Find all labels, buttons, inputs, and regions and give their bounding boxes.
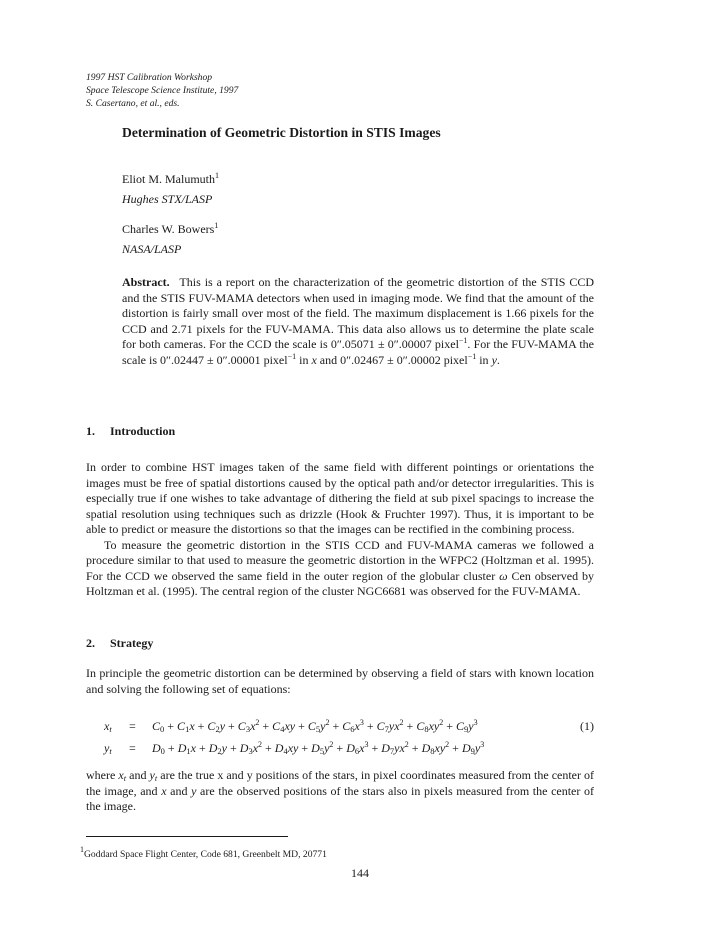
footnote-mark: 1 — [80, 845, 84, 854]
author-2 — [122, 222, 218, 237]
footnote-text: Goddard Space Flight Center, Code 681, Greenbelt MD, 20771 — [84, 849, 327, 860]
equation-number: (1) — [580, 719, 594, 733]
strategy-paragraph-1: In principle the geometric distortion can be determined by observing a field of stars with known location and solving the following set of equations: — [86, 666, 594, 696]
author-1-affiliation: Hughes STX/LASP — [122, 192, 213, 206]
equation-x-equals: = — [129, 719, 136, 733]
author-1 — [122, 172, 219, 187]
abstract: Abstract. This is a report on the characterization of the geometric distortion of the STIS CCD and the STIS FUV-MAMA detectors when used in imaging mode. We find that the amount of the distortion is fairly small over most of the field. The maximum displacement is 1.66 pixels for the CCD and 2.71 pixels for the FUV-MAMA. This data also allows us to determine the plate scale for both cameras. For the CCD the scale is 0″.05071 ± 0″.00007 pixel$^{-1}$. For the FUV-MAMA the scale is 0″.02447 ± 0″.00001 pixel$^{-1}$ in x and 0″.02467 ± 0″.00002 pixel$^{-1}$ in y. — [122, 275, 594, 367]
ccd-scale-unit: pixel — [434, 337, 459, 351]
intro-paragraph-2: To measure the geometric distortion in the STIS CCD and FUV-MAMA cameras we followed a procedure similar to that used to measure the geometric distortion in the WFPC2 (Holtzman et al. 1995). For the CCD we observed the same field in the outer region of the globular cluster ω Cen observed by Holtzman et al. (1995). The central region of the cluster NGC6681 was observed for the FUV-MAMA. — [86, 537, 595, 598]
paper-title: Determination of Geometric Distortion in STIS Images — [122, 125, 441, 140]
footnote-rule — [86, 836, 288, 837]
omega-symbol: ω — [499, 568, 508, 583]
mama-x-scale: 0″.02447 ± 0″.00001 — [160, 352, 261, 367]
intro-paragraph-1: In order to combine HST images taken of the same field with different pointings or orientations the images must be free of spatial distortions caused by the optical path and/or detector irregularities. This is especially true if one wishes to take advantage of dithering the field at sub pixel spacings to increase the spatial resolution using techniques such as drizzle (Hook & Fruchter 1997). Thus, it is important to be able to predict or measure the distortions so that the images can be rectified in the combining process. — [86, 460, 594, 536]
equation-y-lhs: $y_t$ — [104, 741, 112, 756]
strategy-paragraph-2: where $x_t$ and $y_t$ are the true x and y positions of the stars, in pixel coordinates measured from the center of the image, and x and y are the observed positions of the stars also in pixels measured from the center of the image. — [86, 768, 595, 813]
section-heading-introduction — [86, 424, 175, 439]
equation-y-rhs: $D_0 + D_1x + D_2y + D_3x^2 + D_4xy + D_5y^2 + D_6x^3 + D_7yx^2 + D_8xy^2 + D_9y^3$ — [152, 740, 485, 756]
introduction-body — [86, 460, 594, 600]
abstract-label: Abstract. — [122, 275, 170, 289]
equation-y-equals: = — [129, 741, 136, 755]
section-heading-strategy — [86, 636, 153, 651]
mama-y-scale: 0″.02467 ± 0″.00002 — [340, 352, 441, 367]
running-header — [86, 71, 238, 110]
author-2-name: Charles W. Bowers — [122, 222, 215, 236]
author-1-name: Eliot M. Malumuth — [122, 172, 215, 186]
author-2-footnote-mark: 1 — [214, 221, 219, 230]
section-number: 2. — [86, 636, 95, 650]
header-workshop: 1997 HST Calibration Workshop — [86, 72, 213, 83]
ccd-scale: 0″.05071 ± 0″.00007 — [330, 337, 432, 351]
section-number: 1. — [86, 424, 95, 438]
abstract-text: This is a report on the characterization of the geometric distortion of the STIS CCD and the STIS FUV-MAMA detectors when used in imaging mode. We find that the amount of the distortion is fairly small over most of the field. The maximum displacement is 1.66 pixels for the CCD and 2.71 pixels for the FUV-MAMA. This data also allows us to determine the plate scale for both cameras. For the CCD the scale is — [122, 275, 594, 351]
author-1-footnote-mark: 1 — [215, 171, 219, 180]
ccd-scale-exp: −1 — [458, 336, 468, 345]
equation-x-lhs: $x_t$ — [104, 719, 112, 734]
page-number: 144 — [351, 866, 369, 880]
header-editors: S. Casertano, et al., eds. — [86, 98, 180, 109]
footnote — [80, 845, 327, 860]
author-2-affiliation: NASA/LASP — [122, 242, 182, 256]
header-institute: Space Telescope Science Institute, 1997 — [86, 85, 239, 96]
section-title: Introduction — [110, 424, 176, 438]
section-title: Strategy — [110, 636, 154, 650]
equation-x-rhs: $C_0 + C_1x + C_2y + C_3x^2 + C_4xy + C_5y^2 + C_6x^3 + C_7yx^2 + C_8xy^2 + C_9y^3$ — [152, 718, 478, 734]
